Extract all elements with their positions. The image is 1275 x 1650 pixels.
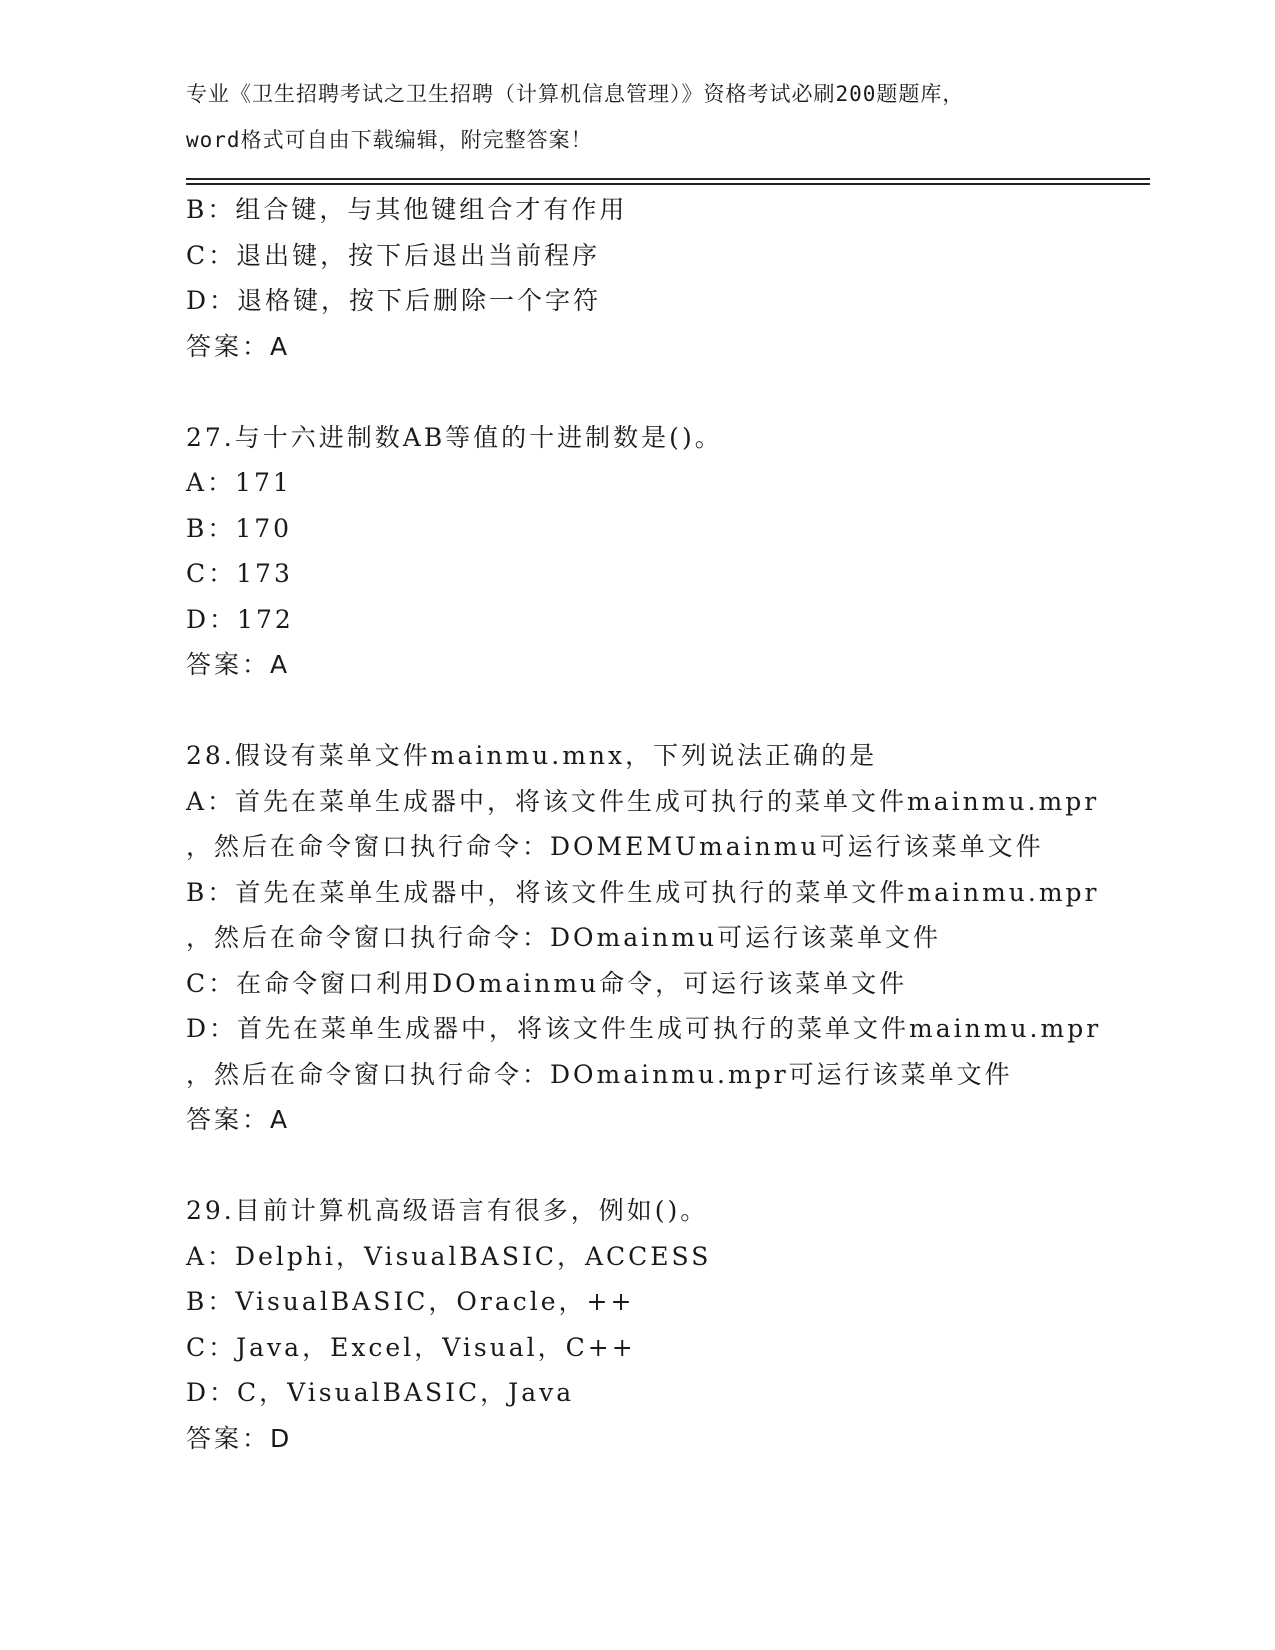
q28-option-a-line-2: ，然后在命令窗口执行命令：DOMEMUmainmu可运行该菜单文件 (186, 832, 1044, 861)
q27-option-c: C：173 (186, 559, 293, 588)
q28-option-c: C：在命令窗口利用DOmainmu命令，可运行该菜单文件 (186, 968, 908, 998)
q28-option-b-line-1: B：首先在菜单生成器中，将该文件生成可执行的菜单文件mainmu.mpr (186, 877, 1100, 907)
q29-option-a: A：Delphi，VisualBASIC，ACCESS (186, 1241, 712, 1271)
q27-question: 27.与十六进制数AB等值的十进制数是()。 (186, 422, 723, 452)
q29-option-c: C：Java，Excel，Visual，C++ (186, 1332, 636, 1362)
header-divider-bottom (186, 183, 1150, 185)
q27-answer: 答案：A (186, 650, 291, 679)
q28-question: 28.假设有菜单文件mainmu.mnx，下列说法正确的是 (186, 741, 878, 770)
spacer (186, 369, 1146, 415)
q26-answer: 答案：A (186, 331, 291, 361)
header-divider-top (186, 178, 1150, 180)
spacer (186, 1143, 1146, 1189)
q27-option-a: A：171 (186, 468, 292, 497)
q27-option-b: B：170 (186, 513, 293, 543)
header-line-1: 专业《卫生招聘考试之卫生招聘（计算机信息管理）》资格考试必刷200题题库， (186, 82, 965, 106)
q26-option-d: D：退格键，按下后删除一个字符 (186, 286, 602, 315)
q29-option-b: B：VisualBASIC，Oracle，++ (186, 1287, 635, 1316)
q28-option-a-line-1: A：首先在菜单生成器中，将该文件生成可执行的菜单文件mainmu.mpr (186, 786, 1100, 816)
q28-answer: 答案：A (186, 1105, 291, 1134)
question-28 (186, 733, 1146, 1143)
question-26 (186, 187, 1146, 369)
question-list (186, 187, 1146, 1461)
header-line-2: word格式可自由下载编辑，附完整答案！ (186, 127, 593, 152)
question-27 (186, 415, 1146, 688)
q28-option-b-line-2: ，然后在命令窗口执行命令：DOmainmu可运行该菜单文件 (186, 923, 942, 952)
q29-option-d: D：C，VisualBASIC，Java (186, 1378, 575, 1407)
q27-option-d: D：172 (186, 604, 294, 634)
q29-answer: 答案：D (186, 1423, 293, 1453)
q26-option-b: B：组合键，与其他键组合才有作用 (186, 195, 628, 224)
q29-question: 29.目前计算机高级语言有很多，例如()。 (186, 1196, 709, 1225)
spacer (186, 688, 1146, 734)
q28-option-d-line-1: D：首先在菜单生成器中，将该文件生成可执行的菜单文件mainmu.mpr (186, 1014, 1102, 1043)
q28-option-d-line-2: ，然后在命令窗口执行命令：DOmainmu.mpr可运行该菜单文件 (186, 1059, 1013, 1089)
q26-option-c: C：退出键，按下后退出当前程序 (186, 240, 601, 270)
document-header (186, 72, 1086, 163)
question-29 (186, 1188, 1146, 1461)
